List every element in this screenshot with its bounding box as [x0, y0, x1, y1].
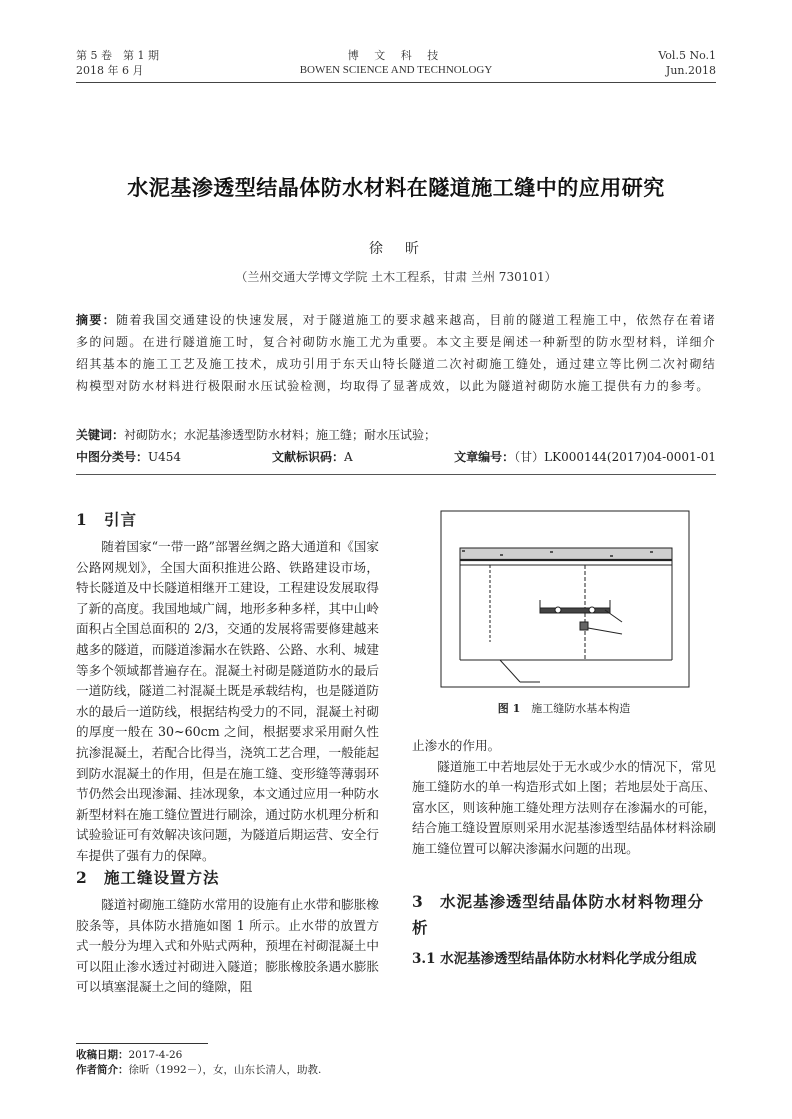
volume-issue-en: Vol.5 No.1 — [658, 49, 716, 62]
footnote-author — [76, 1063, 321, 1078]
abstract-label: 摘要： — [76, 313, 117, 327]
swelling-rubber-strip — [580, 622, 588, 630]
section-1-paragraph: 随着国家“一带一路”部署丝绸之路大通道和《国家公路网规划》，全国大面积推进公路、铁路建设市场，特长隧道及中长隧道相继开工建设，工程建设发展取得了新的高度。我国地域广阔，地形多种多样，其中山岭面积占全国总面积的 2/3，交通的发展将需要修建越来越多的隧道，而隧道渗漏水在铁路、公路、水利、城建等多个领域都普遍存在。混凝土衬砌是隧道防水的最后一道防线，隧道二衬混凝土既是承载结构，也是隧道防水的最后一道防线，根据结构受力的不同，混凝土衬砌的厚度一般在 30~60cm 之间，根据要求采用耐久性抗渗混凝土，若配合比得当，浇筑工艺合理，一般能起到防水混凝土的作用，但是在施工缝、变形缝等薄弱环节仍然会出现渗漏、挂冰现象，本文通过应用一种防水新型材料在施工缝位置进行刷涂，通过防水机理分析和试验验证可有效解决该问题，为隧道后期运营、安全行车提供了强有力的保障。 — [76, 539, 379, 863]
section-3-heading — [412, 889, 716, 941]
surface-texture — [650, 551, 653, 553]
waterstop-bulb-right — [589, 607, 595, 613]
clc-value: U454 — [148, 450, 182, 464]
document-code — [272, 446, 353, 468]
clc-number — [76, 450, 181, 464]
leader-line-1 — [605, 610, 622, 622]
publication-date-en: Jun.2018 — [665, 64, 716, 77]
figure-frame — [441, 511, 689, 687]
surface-texture — [550, 551, 553, 553]
section-3-1-heading: 3.1 水泥基渗透型结晶体防水材料化学成分组成 — [412, 951, 697, 967]
leader-line-2 — [588, 628, 622, 634]
abstract — [76, 309, 716, 397]
header-right — [658, 48, 716, 78]
section-2-title: 施工缝设置方法 — [104, 868, 220, 887]
journal-name-en: BOWEN SCIENCE AND TECHNOLOGY — [299, 64, 493, 76]
section-1-heading — [76, 508, 137, 530]
received-label: 收稿日期： — [76, 1049, 129, 1061]
author-bio: 徐昕（1992－），女，山东长清人，助教. — [128, 1064, 322, 1076]
section-2-number: 2 — [76, 868, 88, 887]
surface-layer — [460, 548, 672, 560]
keywords-label: 关键词： — [76, 428, 125, 442]
journal-name-cn: 博 文 科 技 — [347, 49, 445, 62]
section-2-paragraph-1-end: 止渗水的作用。 — [412, 738, 501, 753]
doc-label: 文献标识码： — [272, 450, 345, 464]
waterstop-bulb-left — [555, 607, 561, 613]
section-2-continuation — [412, 736, 716, 860]
figure-1-label: 图 1 — [497, 702, 521, 715]
figure-1-caption — [412, 700, 716, 716]
doc-value: A — [344, 450, 353, 464]
footnote-rule — [76, 1043, 208, 1044]
figure-1-caption-text: 施工缝防水基本构造 — [531, 702, 631, 715]
keywords — [76, 424, 716, 446]
article-value: （甘）LK000144(2017)04-0001-01 — [514, 450, 716, 464]
section-2-body — [76, 895, 379, 998]
section-3-number: 3 — [412, 892, 424, 911]
leader-line-3 — [500, 660, 520, 682]
footnote-received — [76, 1048, 182, 1063]
volume-issue: 第 5 卷 第 1 期 — [76, 49, 159, 62]
clc-label: 中图分类号： — [76, 450, 149, 464]
received-date: 2017-4-26 — [128, 1049, 183, 1061]
figure-1-diagram — [440, 510, 690, 688]
keywords-text: 衬砌防水；水泥基渗透型防水材料；施工缝；耐水压试验； — [124, 428, 437, 442]
paper-title: 水泥基渗透型结晶体防水材料在隧道施工缝中的应用研究 — [127, 175, 665, 200]
author-name: 徐 昕 — [369, 241, 423, 257]
section-2-paragraph-2: 隧道施工中若地层处于无水或少水的情况下，常见施工缝防水的单一构造形式如上图；若地层处于高压、富水区，则该种施工缝处理方法则存在渗漏水的可能，结合施工缝设置原则采用水泥基渗透型结晶体材料涂刷施工缝位置可以解决渗漏水问题的出现。 — [412, 758, 716, 856]
article-number — [454, 446, 716, 468]
publication-date: 2018 年 6 月 — [76, 64, 144, 77]
surface-texture — [500, 554, 503, 556]
article-label: 文章编号： — [454, 450, 515, 464]
section-1-number: 1 — [76, 510, 88, 529]
section-2-paragraph-1: 隧道衬砌施工缝防水常用的设施有止水带和膨胀橡胶条等，具体防水措施如图 1 所示。止水带的放置方式一般分为埋入式和外贴式两种，预埋在衬砌混凝土中可以阻止渗水透过衬砌进入隧道；膨胀橡胶条遇水膨胀可以填塞混凝土之间的缝隙，阻 — [76, 897, 379, 995]
section-2-heading — [76, 866, 220, 888]
classification-line — [76, 446, 716, 468]
author-bio-label: 作者简介： — [76, 1064, 129, 1076]
surface-texture — [610, 555, 613, 557]
affiliation: （兰州交通大学博文学院 土木工程系，甘肃 兰州 730101） — [235, 270, 557, 284]
surface-texture — [462, 550, 465, 552]
section-rule — [76, 474, 716, 475]
section-3-title: 水泥基渗透型结晶体防水材料物理分析 — [412, 892, 705, 937]
header-rule — [76, 82, 716, 83]
section-1-body — [76, 537, 379, 867]
abstract-text: 随着我国交通建设的快速发展，对于隧道施工的要求越来越高，目前的隧道工程施工中，依然存在着诸多的问题。在进行隧道施工时，复合衬砌防水施工尤为重要。本文主要是阐述一种新型的防水型材料，详细介绍其基本的施工工艺及施工技术，成功引用于东天山特长隧道二次衬砌施工缝处，通过建立等比例二次衬砌结构模型对防水材料进行极限耐水压试验检测，均取得了显著成效，以此为隧道衬砌防水施工提供有力的参考。 — [76, 313, 716, 393]
waterstop-strip — [540, 608, 610, 613]
section-1-title: 引言 — [104, 510, 138, 529]
